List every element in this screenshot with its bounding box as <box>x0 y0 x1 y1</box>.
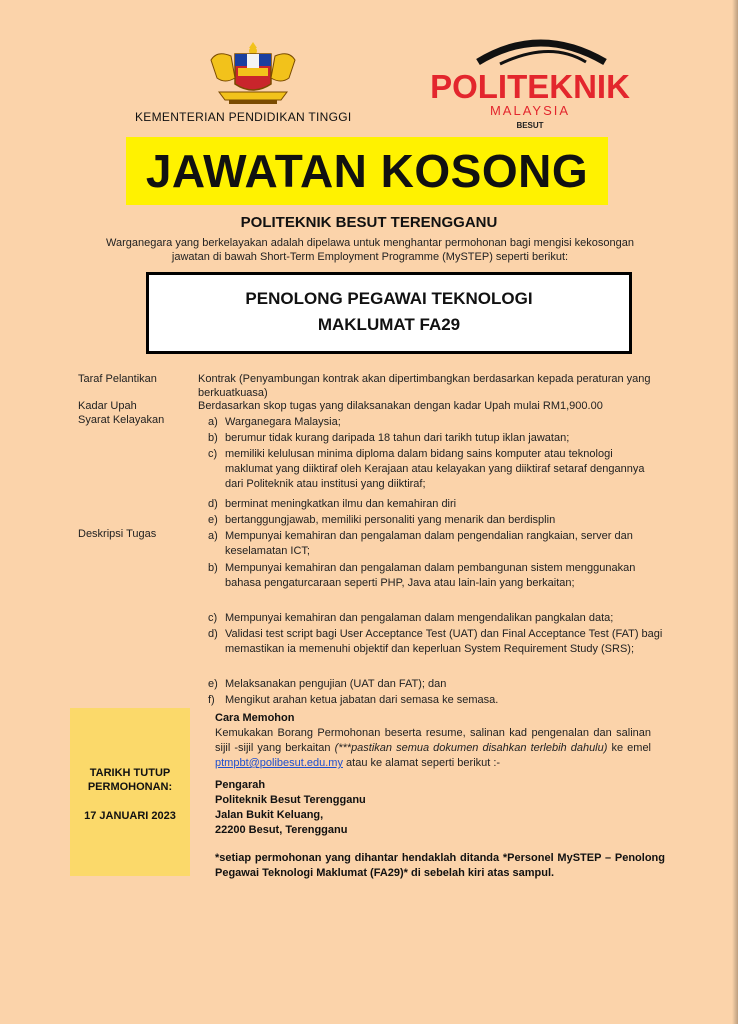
address-block: Pengarah Politeknik Besut Terengganu Jalan Bukit Keluang, 22200 Besut, Terengganu <box>215 779 366 836</box>
coat-of-arms-icon <box>205 38 301 110</box>
syarat-item: b) berumur tidak kurang daripada 18 tahun dari tarikh tutup iklan jawatan; <box>208 432 570 444</box>
tugas-item: e) Melaksanakan pengujian (UAT dan FAT); dan <box>208 678 447 690</box>
institution-name: POLITEKNIK BESUT TERENGGANU <box>240 214 498 231</box>
apply-heading: Cara Memohon <box>215 712 295 724</box>
apply-instructions: Kemukakan Borang Permohonan beserta resume, salinan kad pengenalan dan salinan sijil -sijil yang berkaitan (***pastikan semua dokumen disahkan terlebih dahulu) ke emel ptmpbt@polibesut.edu.my atau ke alamat seperti berikut :- <box>215 727 651 769</box>
syarat-item: c) memiliki kelulusan minima diploma dalam bidang sains komputer atau teknologi maklumat yang diiktiraf oleh Kerajaan atau kelayakan yang diiktiraf setaraf dengannya dari Politeknik atau institusi yang diiktiraf; <box>208 448 645 490</box>
syarat-item: e) bertanggungjawab, memiliki personaliti yang menarik dan berdisplin <box>208 514 556 526</box>
politeknik-malaysia-logo <box>400 32 660 132</box>
tugas-label: Deskripsi Tugas <box>78 528 157 540</box>
logo-campus: BESUT <box>516 121 544 130</box>
upah-label: Kadar Upah <box>78 400 137 412</box>
closing-date-label: TARIKH TUTUP PERMOHONAN: <box>87 767 173 793</box>
tugas-item: c) Mempunyai kemahiran dan pengalaman dalam mengendalikan pangkalan data; <box>208 612 614 624</box>
email-link[interactable]: ptmpbt@polibesut.edu.my <box>215 757 343 769</box>
envelope-note: *setiap permohonan yang dihantar hendaklah ditanda *Personel MySTEP – Penolong Pegawai Teknologi Maklumat (FA29)* di sebelah kiri atas sampul. <box>215 852 665 879</box>
ministry-name: KEMENTERIAN PENDIDIKAN TINGGI <box>135 110 352 124</box>
tugas-item: f) Mengikut arahan ketua jabatan dari semasa ke semasa. <box>208 694 499 706</box>
syarat-item: a) Warganegara Malaysia; <box>208 416 341 428</box>
tugas-item: a) Mempunyai kemahiran dan pengalaman dalam pengendalian rangkaian, server dan keselamatan ICT; <box>208 530 633 557</box>
taraf-value: Kontrak (Penyambungan kontrak akan dipertimbangkan berdasarkan kepada peraturan yang berkuatkuasa) <box>198 373 651 399</box>
logo-country: MALAYSIA <box>489 103 571 118</box>
position-title-line1: PENOLONG PEGAWAI TEKNOLOGI <box>245 289 533 308</box>
tugas-item: b) Mempunyai kemahiran dan pengalaman dalam pembangunan sistem menggunakan bahasa pengaturcaraan seperti PHP, Java atau lain-lain yang berkaitan; <box>208 562 636 589</box>
logo-text: POLITEKNIK <box>430 68 630 105</box>
syarat-label: Syarat Kelayakan <box>78 414 165 426</box>
taraf-label: Taraf Pelantikan <box>78 373 157 385</box>
intro-text: Warganegara yang berkelayakan adalah dipelawa untuk menghantar permohonan bagi mengisi kekosongan jawatan di bawah Short-Term Employment Programme (MySTEP) seperti berikut: <box>106 237 634 263</box>
position-title-box <box>146 272 632 354</box>
upah-value: Berdasarkan skop tugas yang dilaksanakan dengan kadar Upah mulai RM1,900.00 <box>198 400 603 412</box>
page-title: JAWATAN KOSONG <box>126 137 608 205</box>
syarat-item: d) berminat meningkatkan ilmu dan kemahiran diri <box>208 498 457 510</box>
position-title-line2: MAKLUMAT FA29 <box>317 315 461 334</box>
closing-date: 17 JANUARI 2023 <box>84 810 176 822</box>
tugas-item: d) Validasi test script bagi User Acceptance Test (UAT) dan Final Acceptance Test (FAT) bagi memastikan ia memenuhi objektif dan keperluan System Requirement Study (SRS); <box>208 628 663 655</box>
